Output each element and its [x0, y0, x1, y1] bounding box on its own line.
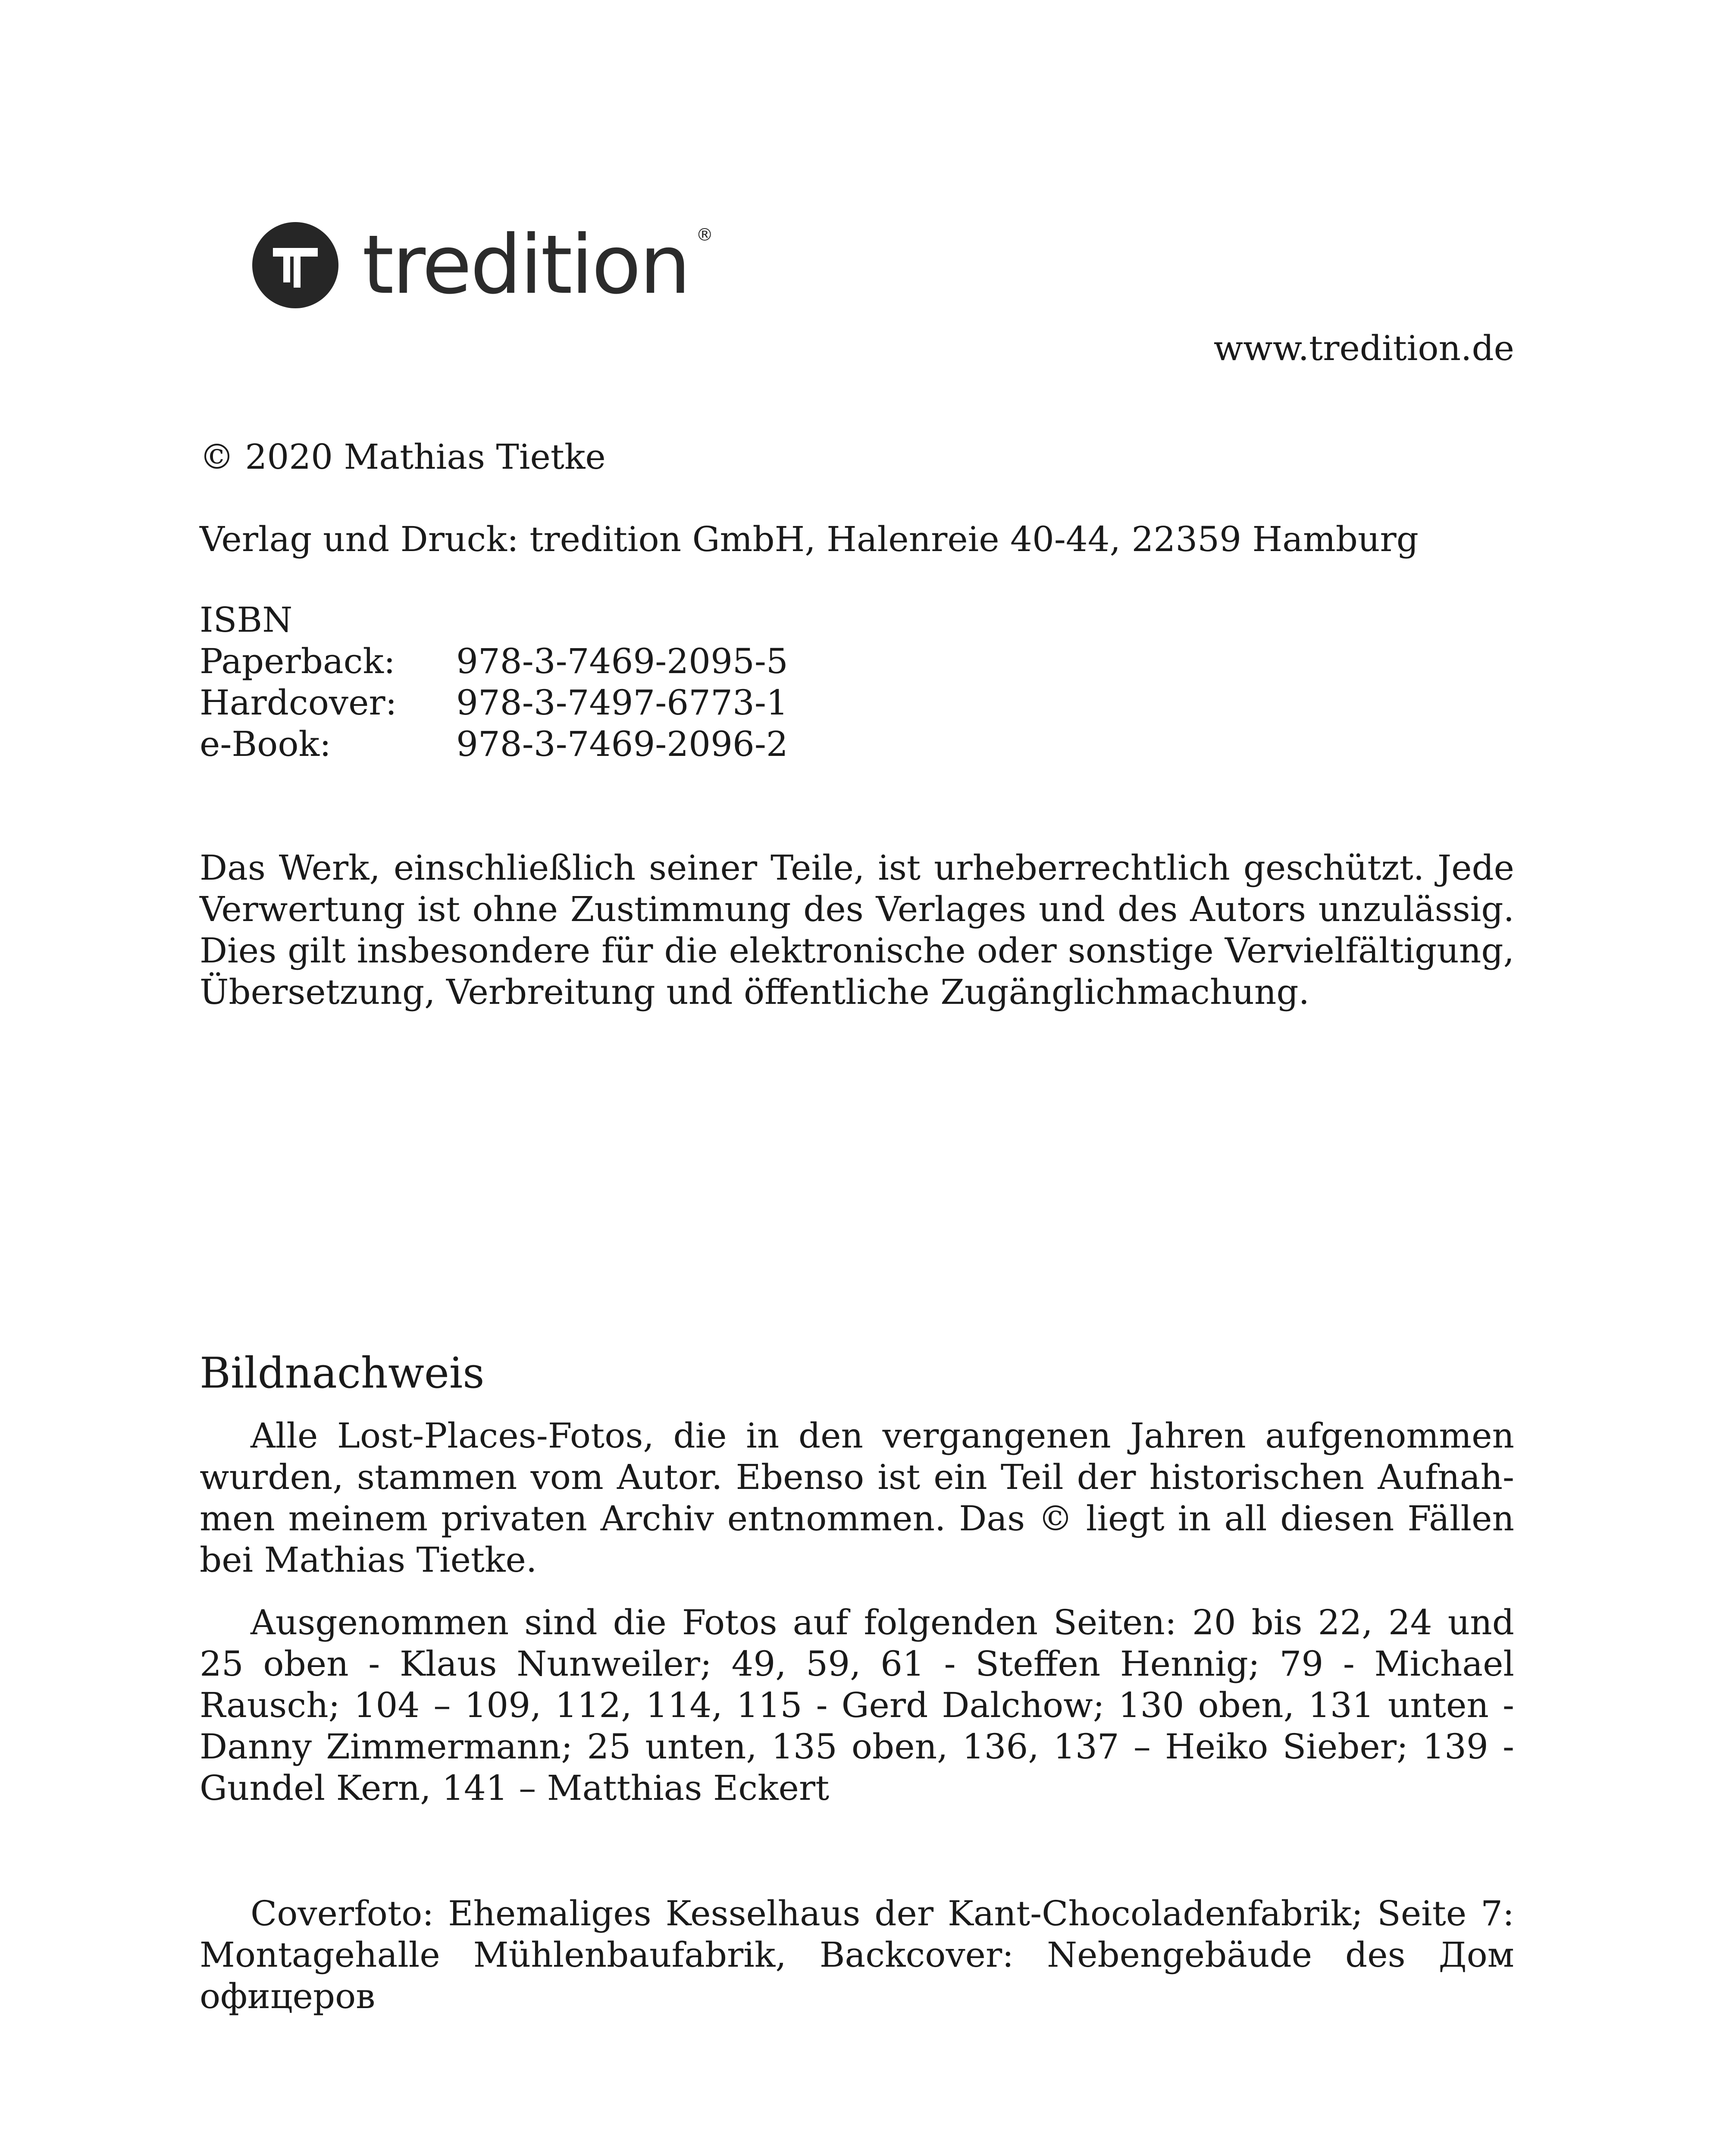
- logo-wordmark-text: tredition: [362, 218, 689, 312]
- credits-paragraph: Alle Lost-Places-Fotos, die in den vergangenen Jahren aufgenommen wurden, stammen vom Autor. Ebenso ist ein Teil der historischen Aufnahmen meinem privaten Archiv entnommen. Das © liegt in all diesen Fällen bei Mathias Tietke.: [200, 1416, 1514, 1580]
- isbn-heading: ISBN: [200, 600, 293, 640]
- publisher-line: Verlag und Druck: tredition GmbH, Halenreie 40-44, 22359 Hamburg: [200, 519, 1419, 559]
- isbn-label: Hardcover:: [200, 683, 397, 723]
- publisher-logo: [252, 218, 712, 313]
- isbn-label: Paperback:: [200, 641, 395, 681]
- logo-wordmark: [362, 218, 712, 312]
- cover-credits-paragraph: Coverfoto: Ehemaliges Kesselhaus der Kant-Chocoladenfabrik; Seite 7: Montagehalle Mühlenbaufabrik, Backcover: Nebengebäude des Дом офицеров: [200, 1893, 1514, 2016]
- website-link[interactable]: www.tredition.de: [1213, 328, 1514, 368]
- registered-mark: ®: [696, 225, 712, 245]
- isbn-value: 978-3-7497-6773-1: [456, 683, 788, 723]
- legal-notice: Das Werk, einschließlich seiner Teile, ist urheberrechtlich geschützt. Jede Verwertung ist ohne Zustimmung des Verlages und des Autors unzulässig. Dies gilt insbesondere für die elektronische oder sonstige Vervielfältigung, Übersetzung, Verbreitung und öffentliche Zugänglichmachung.: [200, 848, 1514, 1012]
- isbn-block: [200, 599, 788, 765]
- isbn-value: 978-3-7469-2096-2: [456, 724, 788, 764]
- copyright-line: © 2020 Mathias Tietke: [200, 437, 606, 477]
- isbn-row: [200, 641, 788, 682]
- isbn-label: e-Book:: [200, 724, 331, 764]
- isbn-value: 978-3-7469-2095-5: [456, 641, 788, 681]
- tredition-t-logo-icon: [252, 222, 338, 308]
- isbn-row: [200, 682, 788, 724]
- isbn-row: [200, 724, 788, 765]
- credits-title: Bildnachweis: [200, 1349, 485, 1398]
- credits-paragraph: Ausgenommen sind die Fotos auf folgenden Seiten: 20 bis 22, 24 und 25 oben - Klaus Nunweiler; 49, 59, 61 - Steffen Hennig; 79 - Michael Rausch; 104 – 109, 112, 114, 115 - Gerd Dalchow; 130 oben, 131 unten - Danny Zimmermann; 25 unten, 135 oben, 136, 137 – Heiko Sieber; 139 - Gundel Kern, 141 – Matthias Eckert: [200, 1602, 1514, 1808]
